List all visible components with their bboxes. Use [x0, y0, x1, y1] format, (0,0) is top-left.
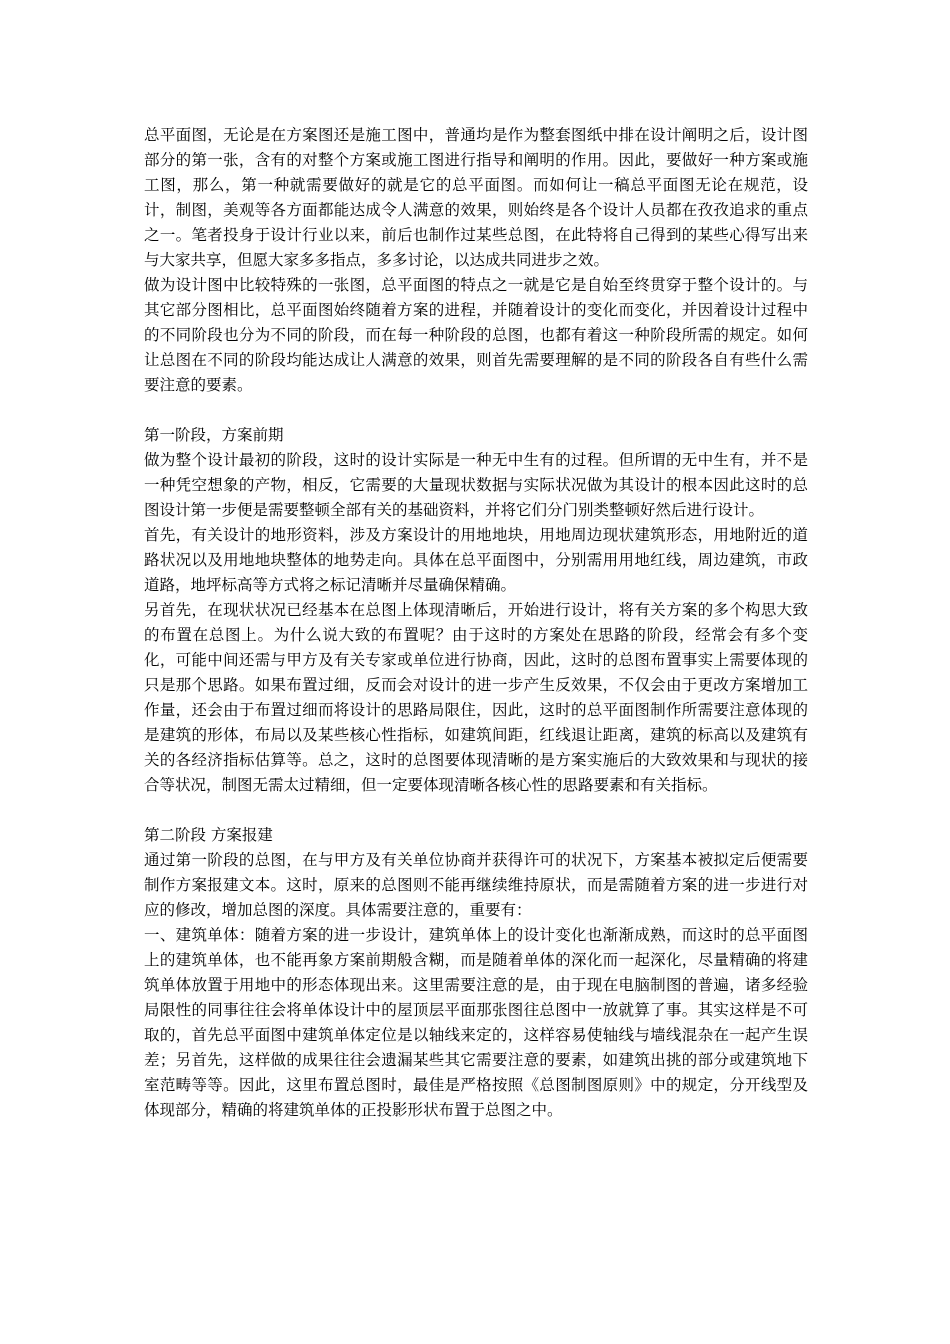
- intro-paragraph-2: 做为设计图中比较特殊的一张图，总平面图的特点之一就是它是自始至终贯穿于整个设计的。与其它部分图相比，总平面图始终随着方案的进程，并随着设计的变化而变化，并因着设计过程中的不同阶段也分为不同的阶段，而在每一种阶段的总图，也都有着这一种阶段所需的规定。如何让总图在不同的阶段均能达成让人满意的效果，则首先需要理解的是不同的阶段各自有些什么需要注意的要素。: [144, 276, 808, 394]
- section-spacer: [144, 798, 808, 823]
- stage2-heading: 第二阶段 方案报建: [144, 826, 273, 844]
- stage2-paragraph-1: 通过第一阶段的总图，在与甲方及有关单位协商并获得许可的状况下，方案基本被拟定后便需要制作方案报建文本。这时，原来的总图则不能再继续维持原状，而是需随着方案的进一步进行对应的修改，增加总图的深度。具体需要注意的，重要有：: [144, 851, 808, 919]
- stage2-paragraph-2: 一、建筑单体：随着方案的进一步设计，建筑单体上的设计变化也渐渐成熟，而这时的总平面图上的建筑单体，也不能再象方案前期般含糊，而是随着单体的深化而一起深化，尽量精确的将建筑单体放置于用地中的形态体现出来。这里需要注意的是，由于现在电脑制图的普遍，诸多经验局限性的同事往往会将单体设计中的屋顶层平面那张图往总图中一放就算了事。其实这样是不可取的，首先总平面图中建筑单体定位是以轴线来定的，这样容易使轴线与墙线混杂在一起产生误差；另首先，这样做的成果往往会遗漏某些其它需要注意的要素，如建筑出挑的部分或建筑地下室范畴等等。因此，这里布置总图时，最佳是严格按照《总图制图原则》中的规定，分开线型及体现部分，精确的将建筑单体的正投影形状布置于总图之中。: [144, 926, 808, 1119]
- stage1-heading: 第一阶段，方案前期: [144, 426, 284, 444]
- stage1-paragraph-3: 另首先，在现状状况已经基本在总图上体现清晰后，开始进行设计，将有关方案的多个构思大致的布置在总图上。为什么说大致的布置呢？由于这时的方案处在思路的阶段，经常会有多个变化，可能中间还需与甲方及有关专家或单位进行协商，因此，这时的总图布置事实上需要体现的只是那个思路。如果布置过细，反而会对设计的进一步产生反效果，不仅会由于更改方案增加工作量，还会由于布置过细而将设计的思路局限住，因此，这时的总平面图制作所需要注意体现的是建筑的形体，布局以及某些核心性指标，如建筑间距，红线退让距离，建筑的标高以及建筑有关的各经济指标估算等。总之，这时的总图要体现清晰的是方案实施后的大致效果和与现状的接合等状况，制图无需太过精细，但一定要体现清晰各核心性的思路要素和有关指标。: [144, 601, 808, 794]
- stage1-paragraph-2: 首先，有关设计的地形资料，涉及方案设计的用地地块，用地周边现状建筑形态，用地附近的道路状况以及用地地块整体的地势走向。具体在总平面图中，分别需用用地红线，周边建筑，市政道路，地坪标高等方式将之标记清晰并尽量确保精确。: [144, 526, 808, 594]
- intro-paragraph-1: 总平面图，无论是在方案图还是施工图中，普通均是作为整套图纸中排在设计阐明之后，设计图部分的第一张，含有的对整个方案或施工图进行指导和阐明的作用。因此，要做好一种方案或施工图，那么，第一种就需要做好的就是它的总平面图。而如何让一稿总平面图无论在规范，设计，制图，美观等各方面都能达成令人满意的效果，则始终是各个设计人员都在孜孜追求的重点之一。笔者投身于设计行业以来，前后也制作过某些总图，在此特将自己得到的某些心得写出来与大家共享，但愿大家多多指点，多多讨论，以达成共同进步之效。: [144, 126, 808, 269]
- section-spacer: [144, 398, 808, 423]
- stage1-paragraph-1: 做为整个设计最初的阶段，这时的设计实际是一种无中生有的过程。但所谓的无中生有，并不是一种凭空想象的产物，相反，它需要的大量现状数据与实际状况做为其设计的根本因此这时的总图设计第一步便是需要整顿全部有关的基础资料，并将它们分门别类整顿好然后进行设计。: [144, 451, 808, 519]
- document-page: [144, 123, 808, 1123]
